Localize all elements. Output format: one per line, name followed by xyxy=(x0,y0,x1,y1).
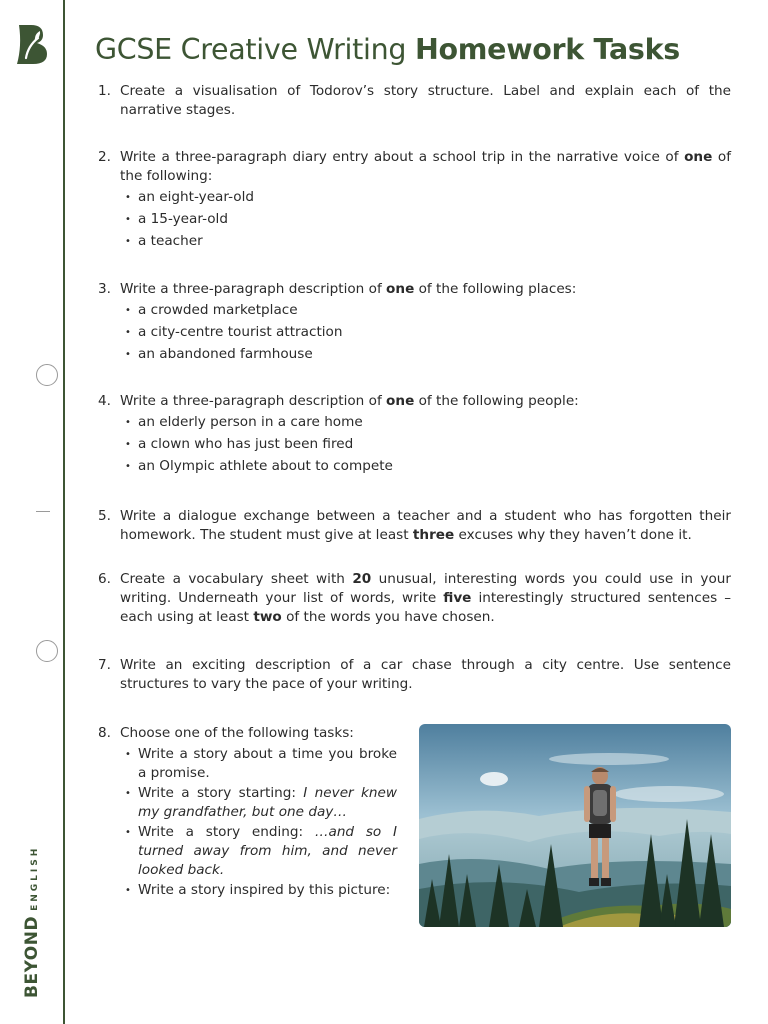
option-quote: …and so I turned away from him, and never looked back. xyxy=(138,824,398,878)
option-list xyxy=(120,301,731,364)
task-number: 5. xyxy=(98,508,111,524)
list-item: • an elderly person in a care home xyxy=(120,413,731,432)
task-text-part: interestingly structured sentences – each using at least xyxy=(120,590,731,625)
task-number: 1. xyxy=(98,83,111,99)
task-text xyxy=(120,570,731,627)
task-text xyxy=(120,148,731,251)
task-text-part: of the following people: xyxy=(414,393,579,409)
task-8 xyxy=(98,724,398,901)
task-text-part: Write a three-paragraph diary entry about a school trip in the narrative voice of xyxy=(120,149,685,165)
list-item xyxy=(120,881,397,900)
task-emphasis: one xyxy=(386,393,415,409)
leaf-b-logo-icon xyxy=(14,22,52,66)
list-item: • an eight-year-old xyxy=(120,188,731,207)
task-text xyxy=(120,507,731,545)
task-text xyxy=(120,392,731,476)
task-emphasis: 20 xyxy=(352,571,372,587)
task-6 xyxy=(98,570,731,627)
list-item: • an abandoned farmhouse xyxy=(120,345,731,364)
task-number: 8. xyxy=(98,725,111,741)
brand-tagline: ENGLISH xyxy=(30,845,40,911)
task-text-part: of the following places: xyxy=(414,281,577,297)
task-text xyxy=(120,724,397,900)
task-text-part: Create a vocabulary sheet with xyxy=(120,571,353,587)
option-list xyxy=(120,188,731,251)
task-text-part: Write a three-paragraph description of xyxy=(120,281,387,297)
task-emphasis: five xyxy=(443,590,472,606)
task-text-part: excuses why they haven’t done it. xyxy=(454,527,692,543)
option-quote: I never knew my grandfather, but one day… xyxy=(138,785,397,820)
option-list xyxy=(120,413,731,476)
task-number: 6. xyxy=(98,571,111,587)
list-item xyxy=(120,745,397,783)
margin-rule xyxy=(63,0,65,1024)
fold-mark xyxy=(36,511,50,512)
task-text-part: Write a three-paragraph description of xyxy=(120,393,387,409)
task-emphasis: one xyxy=(684,149,713,165)
list-item: • a clown who has just been fired xyxy=(120,435,731,454)
task-1 xyxy=(98,82,731,120)
punch-hole-top xyxy=(36,364,58,386)
option-list xyxy=(120,745,397,900)
hiker-mountain-photo xyxy=(419,724,731,927)
option-text: Write a story ending: xyxy=(138,824,315,840)
task-number: 2. xyxy=(98,149,111,165)
task-text: Create a visualisation of Todorov’s story structure. Label and explain each of the narrative stages. xyxy=(120,83,731,118)
task-5 xyxy=(98,507,731,545)
option-text: Write a story about a time you broke a promise. xyxy=(138,746,397,781)
task-number: 7. xyxy=(98,657,111,673)
task-text-part: Write a dialogue exchange between a teacher and a student who has forgotten their homework. The student must give at least xyxy=(120,508,731,543)
task-number: 3. xyxy=(98,281,111,297)
title-bold: Homework Tasks xyxy=(414,33,680,66)
list-item: • a crowded marketplace xyxy=(120,301,731,320)
task-2 xyxy=(98,148,731,254)
list-item: • a teacher xyxy=(120,232,731,251)
task-number: 4. xyxy=(98,393,111,409)
list-item xyxy=(120,823,397,880)
brand-wordmark xyxy=(22,846,42,998)
list-item: • a city-centre tourist attraction xyxy=(120,323,731,342)
task-emphasis: one xyxy=(386,281,415,297)
task-text-part: unusual, interesting words you could use in your writing. Underneath your list of words, write xyxy=(120,571,731,606)
task-text xyxy=(120,280,731,364)
task-4 xyxy=(98,392,731,479)
task-7 xyxy=(98,656,731,694)
task-3 xyxy=(98,280,731,367)
list-item: • an Olympic athlete about to compete xyxy=(120,457,731,476)
option-text: Write a story inspired by this picture: xyxy=(138,882,391,898)
brand-name: BEYOND xyxy=(22,915,42,998)
task-text-part: of the words you have chosen. xyxy=(281,609,495,625)
title-regular: GCSE Creative Writing xyxy=(95,33,407,66)
task-emphasis: three xyxy=(412,527,455,543)
page-title xyxy=(95,33,680,66)
list-item xyxy=(120,784,397,822)
list-item: • a 15-year-old xyxy=(120,210,731,229)
task-text: Write an exciting description of a car chase through a city centre. Use sentence structures to vary the pace of your writing. xyxy=(120,657,731,692)
task-emphasis: two xyxy=(253,609,282,625)
task-text-part: of the following: xyxy=(120,149,731,184)
punch-hole-bottom xyxy=(36,640,58,662)
task-text-part: Choose one of the following tasks: xyxy=(120,725,354,741)
option-text: Write a story starting: xyxy=(138,785,304,801)
